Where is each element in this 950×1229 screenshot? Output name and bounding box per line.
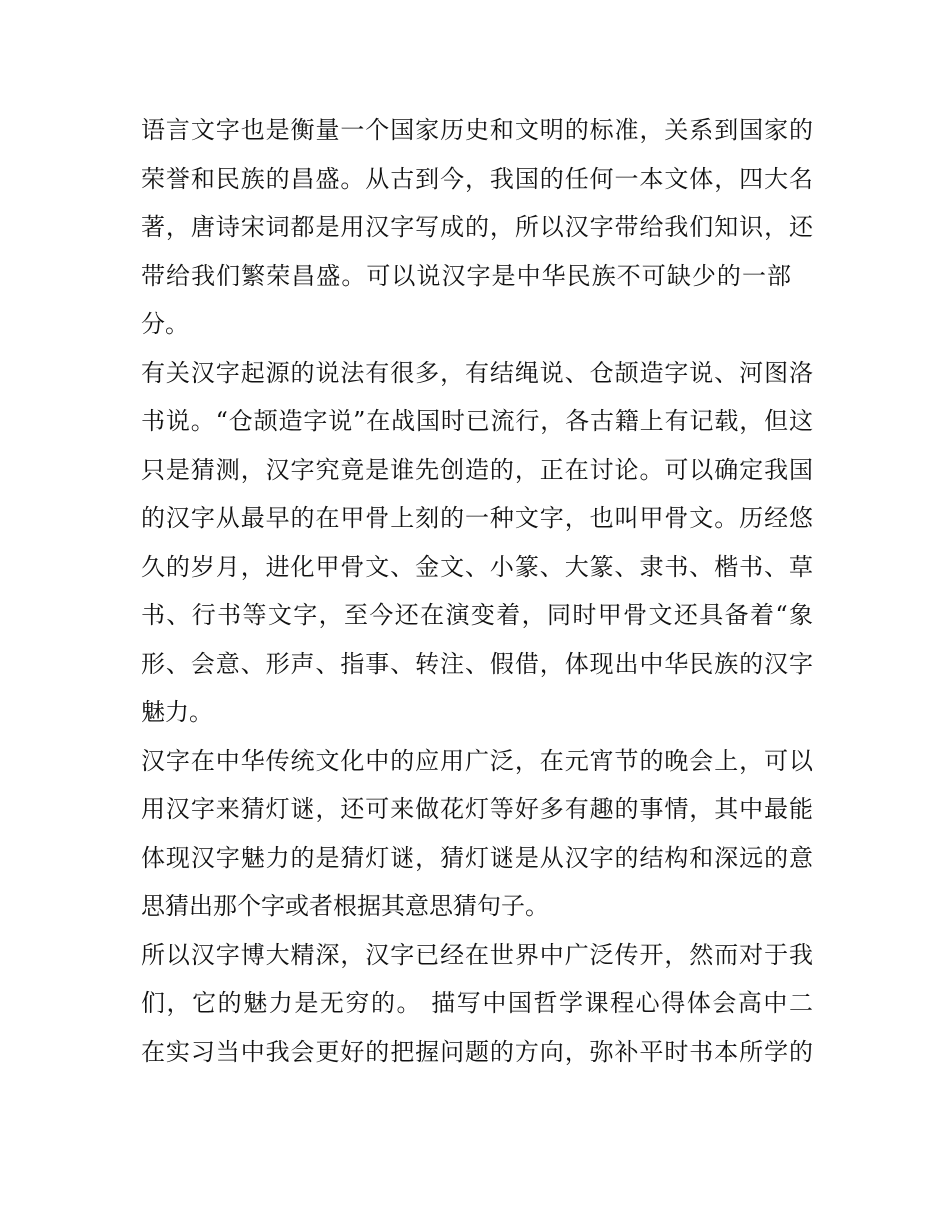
text-line: 荣誉和民族的昌盛。从古到今，我国的任何一本文体，四大名 bbox=[141, 164, 813, 193]
text-line: 用汉字来猜灯谜，还可来做花灯等好多有趣的事情，其中最能 bbox=[141, 795, 813, 823]
text-line: 形、会意、形声、指事、转注、假借，体现出中华民族的汉字 bbox=[141, 649, 813, 678]
document-body bbox=[141, 106, 813, 1076]
text-line: 只是猜测，汉字究竟是谁先创造的，正在讨论。可以确定我国 bbox=[141, 455, 813, 484]
text-line: 魅力。 bbox=[141, 698, 213, 726]
text-line: 语言文字也是衡量一个国家历史和文明的标准，关系到国家的 bbox=[141, 116, 813, 144]
text-line: 书说。“仓颉造字说”在战国时已流行，各古籍上有记载，但这 bbox=[141, 407, 813, 435]
text-line: 思猜出那个字或者根据其意思猜句子。 bbox=[141, 892, 549, 920]
text-line: 的汉字从最早的在甲骨上刻的一种文字，也叫甲骨文。历经悠 bbox=[141, 504, 813, 532]
text-line: 带给我们繁荣昌盛。可以说汉字是中华民族不可缺少的一部 bbox=[141, 261, 791, 290]
text-line: 书、行书等文字，至今还在演变着，同时甲骨文还具备着“象 bbox=[141, 601, 813, 629]
text-line: 体现汉字魅力的是猜灯谜，猜灯谜是从汉字的结构和深远的意 bbox=[141, 843, 813, 872]
text-line: 所以汉字博大精深，汉字已经在世界中广泛传开，然而对于我 bbox=[141, 940, 813, 969]
text-line: 著，唐诗宋词都是用汉字写成的，所以汉字带给我们知识，还 bbox=[141, 213, 813, 241]
text-line: 久的岁月，进化甲骨文、金文、小篆、大篆、隶书、楷书、草 bbox=[141, 552, 813, 581]
text-line: 有关汉字起源的说法有很多，有结绳说、仓颉造字说、河图洛 bbox=[141, 358, 813, 387]
text-line: 分。 bbox=[141, 310, 189, 338]
text-line: 们，它的魅力是无穷的。 描写中国哲学课程心得体会高中二 bbox=[141, 989, 813, 1017]
text-line: 汉字在中华传统文化中的应用广泛，在元宵节的晚会上，可以 bbox=[141, 746, 813, 775]
text-line: 在实习当中我会更好的把握问题的方向，弥补平时书本所学的 bbox=[141, 1037, 813, 1066]
